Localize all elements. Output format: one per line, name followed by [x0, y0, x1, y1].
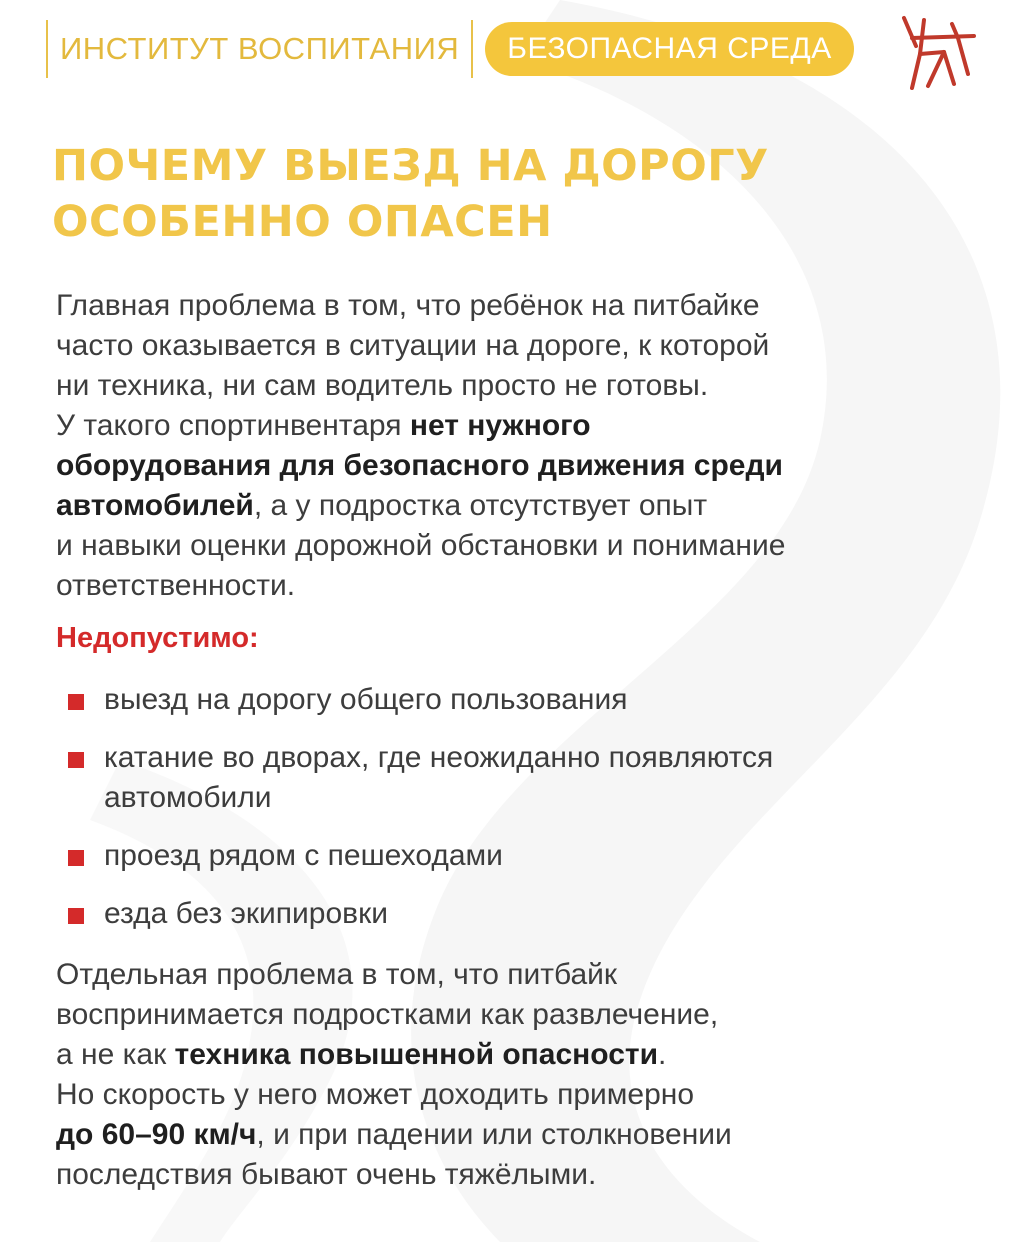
p2-line: Отдельная проблема в том, что питбайк — [56, 958, 618, 991]
red-square-bullet-icon — [68, 850, 84, 866]
paragraph-separate-problem — [56, 955, 996, 1195]
p1-bold: оборудования для безопасного движения среди — [56, 449, 783, 482]
warning-title: Недопустимо: — [56, 622, 259, 654]
p2-line: а не как — [56, 1038, 175, 1071]
p2-line: Но скорость у него может доходить примерно — [56, 1078, 695, 1111]
p2-line: воспринимается подростками как развлечение, — [56, 998, 719, 1031]
p1-line: ни техника, ни сам водитель просто не готовы. — [56, 369, 709, 402]
p1-line: и навыки оценки дорожной обстановки и понимание — [56, 529, 786, 562]
p1-line: У такого спортинвентаря — [56, 409, 410, 442]
red-square-bullet-icon — [68, 908, 84, 924]
p1-line: Главная проблема в том, что ребёнок на питбайке — [56, 289, 760, 322]
list-item-text: катание во дворах, где неожиданно появляются — [104, 741, 774, 774]
list-item-text: проезд рядом с пешеходами — [104, 839, 503, 872]
p1-line: , а у подростка отсутствует опыт — [253, 489, 708, 522]
list-item-text: автомобили — [104, 781, 272, 814]
list-item-text: выезд на дорогу общего пользования — [104, 683, 628, 716]
header-divider-right — [471, 20, 473, 78]
p2-bold: техника повышенной опасности — [174, 1038, 659, 1071]
paragraph-main-problem — [56, 286, 996, 606]
title-line-2: ОСОБЕННО ОПАСЕН — [52, 197, 553, 247]
list-item — [56, 894, 976, 934]
p2-line: , и при падении или столкновении — [256, 1118, 732, 1151]
list-item — [56, 680, 976, 720]
list-item — [56, 738, 976, 818]
red-square-bullet-icon — [68, 752, 84, 768]
p2-line: последствия бывают очень тяжёлыми. — [56, 1158, 597, 1191]
p1-line: часто оказывается в ситуации на дороге, к которой — [56, 329, 770, 362]
p1-bold: автомобилей — [56, 489, 254, 522]
list-item-text: езда без экипировки — [104, 897, 388, 930]
project-badge-label: БЕЗОПАСНАЯ СРЕДА — [507, 32, 832, 65]
project-badge — [485, 22, 853, 76]
chair-logo-icon — [898, 14, 980, 90]
prohibited-list — [56, 680, 976, 952]
header — [46, 18, 854, 80]
list-item — [56, 836, 976, 876]
p1-line: ответственности. — [56, 569, 296, 602]
p2-line: . — [658, 1038, 667, 1071]
p2-bold: до 60–90 км/ч — [56, 1118, 257, 1151]
red-square-bullet-icon — [68, 694, 84, 710]
org-name: ИНСТИТУТ ВОСПИТАНИЯ — [60, 31, 460, 66]
title-line-1: ПОЧЕМУ ВЫЕЗД НА ДОРОГУ — [52, 141, 769, 191]
page-title — [52, 138, 769, 250]
p1-bold: нет нужного — [409, 409, 591, 442]
